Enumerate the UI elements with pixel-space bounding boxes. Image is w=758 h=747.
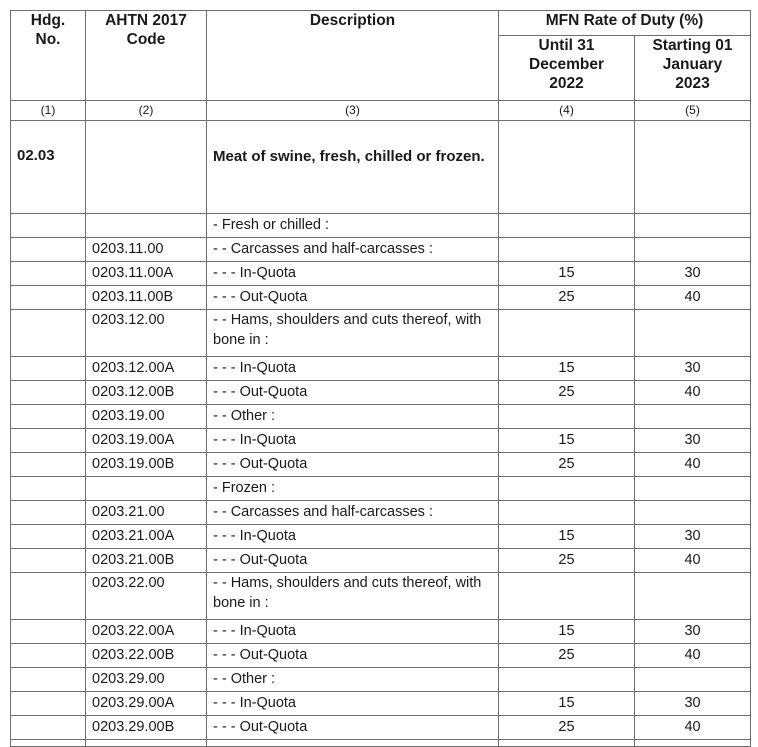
rate-starting-2023-cell: 30: [635, 620, 751, 644]
heading-until-cell: [499, 121, 635, 214]
hdg-cell: [11, 525, 86, 549]
ahtn-code-cell: 0203.22.00B: [86, 644, 207, 668]
ahtn-code-cell: 0203.19.00B: [86, 453, 207, 477]
rate-starting-2023-cell: 40: [635, 453, 751, 477]
table-row: [11, 716, 751, 740]
rate-until-2022-cell: [499, 238, 635, 262]
empty-cell: [499, 740, 635, 747]
description-cell: - - Hams, shoulders and cuts thereof, with bone in :: [207, 310, 499, 357]
hdg-cell: [11, 644, 86, 668]
description-cell: - - Carcasses and half-carcasses :: [207, 501, 499, 525]
description-cell: - - - Out-Quota: [207, 644, 499, 668]
rate-starting-2023-cell: 40: [635, 549, 751, 573]
empty-cell: [11, 740, 86, 747]
ahtn-code-cell: 0203.22.00: [86, 573, 207, 620]
hdg-cell: [11, 716, 86, 740]
ahtn-code-cell: 0203.12.00: [86, 310, 207, 357]
rate-until-2022-cell: [499, 668, 635, 692]
rate-starting-2023-cell: [635, 668, 751, 692]
rate-starting-2023-cell: [635, 501, 751, 525]
hdg-cell: [11, 286, 86, 310]
table-row: [11, 477, 751, 501]
description-cell: - - Other :: [207, 405, 499, 429]
hdg-cell: [11, 668, 86, 692]
header-mfn-rate: MFN Rate of Duty (%): [499, 11, 751, 36]
rate-starting-2023-cell: [635, 405, 751, 429]
description-cell: - - - Out-Quota: [207, 716, 499, 740]
description-cell: - - - Out-Quota: [207, 453, 499, 477]
rate-starting-2023-cell: [635, 573, 751, 620]
description-cell: - - - Out-Quota: [207, 549, 499, 573]
rate-starting-2023-cell: [635, 214, 751, 238]
description-cell: - - - In-Quota: [207, 692, 499, 716]
table-row: [11, 549, 751, 573]
column-number-2: (2): [86, 101, 207, 121]
ahtn-code-cell: [86, 214, 207, 238]
rate-until-2022-cell: 25: [499, 644, 635, 668]
rate-until-2022-cell: [499, 501, 635, 525]
ahtn-code-cell: 0203.19.00A: [86, 429, 207, 453]
header-starting-2023: Starting 01 January 2023: [635, 36, 751, 101]
header-ahtn-code: AHTN 2017 Code: [86, 11, 207, 101]
hdg-cell: [11, 692, 86, 716]
hdg-cell: [11, 573, 86, 620]
ahtn-code-cell: 0203.11.00B: [86, 286, 207, 310]
ahtn-code-cell: 0203.29.00: [86, 668, 207, 692]
rate-starting-2023-cell: [635, 477, 751, 501]
rate-starting-2023-cell: [635, 310, 751, 357]
table-row: [11, 238, 751, 262]
heading-starting-cell: [635, 121, 751, 214]
rate-starting-2023-cell: 30: [635, 262, 751, 286]
table-row: [11, 573, 751, 620]
table-row: [11, 405, 751, 429]
description-cell: - - - In-Quota: [207, 429, 499, 453]
header-hdg-no: Hdg. No.: [11, 11, 86, 101]
header-row-1: [11, 11, 751, 36]
rate-until-2022-cell: 15: [499, 620, 635, 644]
description-cell: - - Other :: [207, 668, 499, 692]
table-row: [11, 357, 751, 381]
table-row: [11, 429, 751, 453]
heading-row: [11, 121, 751, 214]
column-number-1: (1): [11, 101, 86, 121]
description-cell: - - - In-Quota: [207, 357, 499, 381]
description-cell: - - - In-Quota: [207, 620, 499, 644]
ahtn-code-cell: 0203.12.00B: [86, 381, 207, 405]
rate-starting-2023-cell: 30: [635, 525, 751, 549]
table-row: [11, 453, 751, 477]
rate-until-2022-cell: [499, 405, 635, 429]
hdg-cell: [11, 357, 86, 381]
rate-starting-2023-cell: 40: [635, 644, 751, 668]
hdg-cell: [11, 310, 86, 357]
rate-until-2022-cell: 15: [499, 525, 635, 549]
hdg-cell: [11, 453, 86, 477]
table-row: [11, 381, 751, 405]
rate-until-2022-cell: 25: [499, 716, 635, 740]
hdg-cell: [11, 405, 86, 429]
empty-cell: [635, 740, 751, 747]
ahtn-code-cell: 0203.21.00A: [86, 525, 207, 549]
ahtn-code-cell: 0203.22.00A: [86, 620, 207, 644]
header-until-2022: Until 31 December 2022: [499, 36, 635, 101]
rate-until-2022-cell: [499, 573, 635, 620]
hdg-cell: [11, 620, 86, 644]
description-cell: - - - Out-Quota: [207, 381, 499, 405]
table-row: [11, 262, 751, 286]
table-row: [11, 501, 751, 525]
description-cell: - Frozen :: [207, 477, 499, 501]
hdg-cell: [11, 262, 86, 286]
rate-until-2022-cell: [499, 310, 635, 357]
rate-until-2022-cell: 15: [499, 262, 635, 286]
rate-until-2022-cell: 15: [499, 692, 635, 716]
rate-until-2022-cell: 25: [499, 549, 635, 573]
ahtn-code-cell: 0203.29.00B: [86, 716, 207, 740]
table-row-continued: [11, 740, 751, 747]
hdg-cell: [11, 501, 86, 525]
table-row: [11, 668, 751, 692]
rate-until-2022-cell: 25: [499, 286, 635, 310]
rate-until-2022-cell: [499, 477, 635, 501]
hdg-cell: [11, 214, 86, 238]
table-row: [11, 620, 751, 644]
hdg-cell: [11, 477, 86, 501]
rate-starting-2023-cell: [635, 238, 751, 262]
description-cell: - - - Out-Quota: [207, 286, 499, 310]
rate-until-2022-cell: 15: [499, 357, 635, 381]
description-cell: - - Carcasses and half-carcasses :: [207, 238, 499, 262]
description-cell: - - Hams, shoulders and cuts thereof, with bone in :: [207, 573, 499, 620]
rate-starting-2023-cell: 30: [635, 692, 751, 716]
table-row: [11, 286, 751, 310]
heading-number: 02.03: [11, 121, 86, 214]
rate-until-2022-cell: 25: [499, 381, 635, 405]
hdg-cell: [11, 381, 86, 405]
rate-starting-2023-cell: 40: [635, 716, 751, 740]
header-description: Description: [207, 11, 499, 101]
ahtn-code-cell: 0203.21.00B: [86, 549, 207, 573]
column-number-row: [11, 101, 751, 121]
ahtn-code-cell: 0203.19.00: [86, 405, 207, 429]
rate-starting-2023-cell: 30: [635, 357, 751, 381]
heading-description: Meat of swine, fresh, chilled or frozen.: [207, 121, 499, 214]
ahtn-code-cell: 0203.21.00: [86, 501, 207, 525]
table-row: [11, 644, 751, 668]
description-cell: - - - In-Quota: [207, 525, 499, 549]
ahtn-code-cell: 0203.11.00A: [86, 262, 207, 286]
description-cell: - - - In-Quota: [207, 262, 499, 286]
column-number-5: (5): [635, 101, 751, 121]
column-number-3: (3): [207, 101, 499, 121]
hdg-cell: [11, 238, 86, 262]
ahtn-code-cell: [86, 477, 207, 501]
rate-until-2022-cell: [499, 214, 635, 238]
ahtn-code-cell: 0203.12.00A: [86, 357, 207, 381]
table-row: [11, 214, 751, 238]
rate-until-2022-cell: 25: [499, 453, 635, 477]
rate-starting-2023-cell: 30: [635, 429, 751, 453]
rate-starting-2023-cell: 40: [635, 286, 751, 310]
ahtn-code-cell: 0203.11.00: [86, 238, 207, 262]
empty-cell: [86, 740, 207, 747]
tariff-table: [10, 10, 751, 747]
empty-cell: [207, 740, 499, 747]
tariff-document: [10, 10, 750, 747]
table-row: [11, 525, 751, 549]
column-number-4: (4): [499, 101, 635, 121]
heading-code-cell: [86, 121, 207, 214]
hdg-cell: [11, 429, 86, 453]
ahtn-code-cell: 0203.29.00A: [86, 692, 207, 716]
table-row: [11, 310, 751, 357]
rate-starting-2023-cell: 40: [635, 381, 751, 405]
table-row: [11, 692, 751, 716]
rate-until-2022-cell: 15: [499, 429, 635, 453]
description-cell: - Fresh or chilled :: [207, 214, 499, 238]
hdg-cell: [11, 549, 86, 573]
